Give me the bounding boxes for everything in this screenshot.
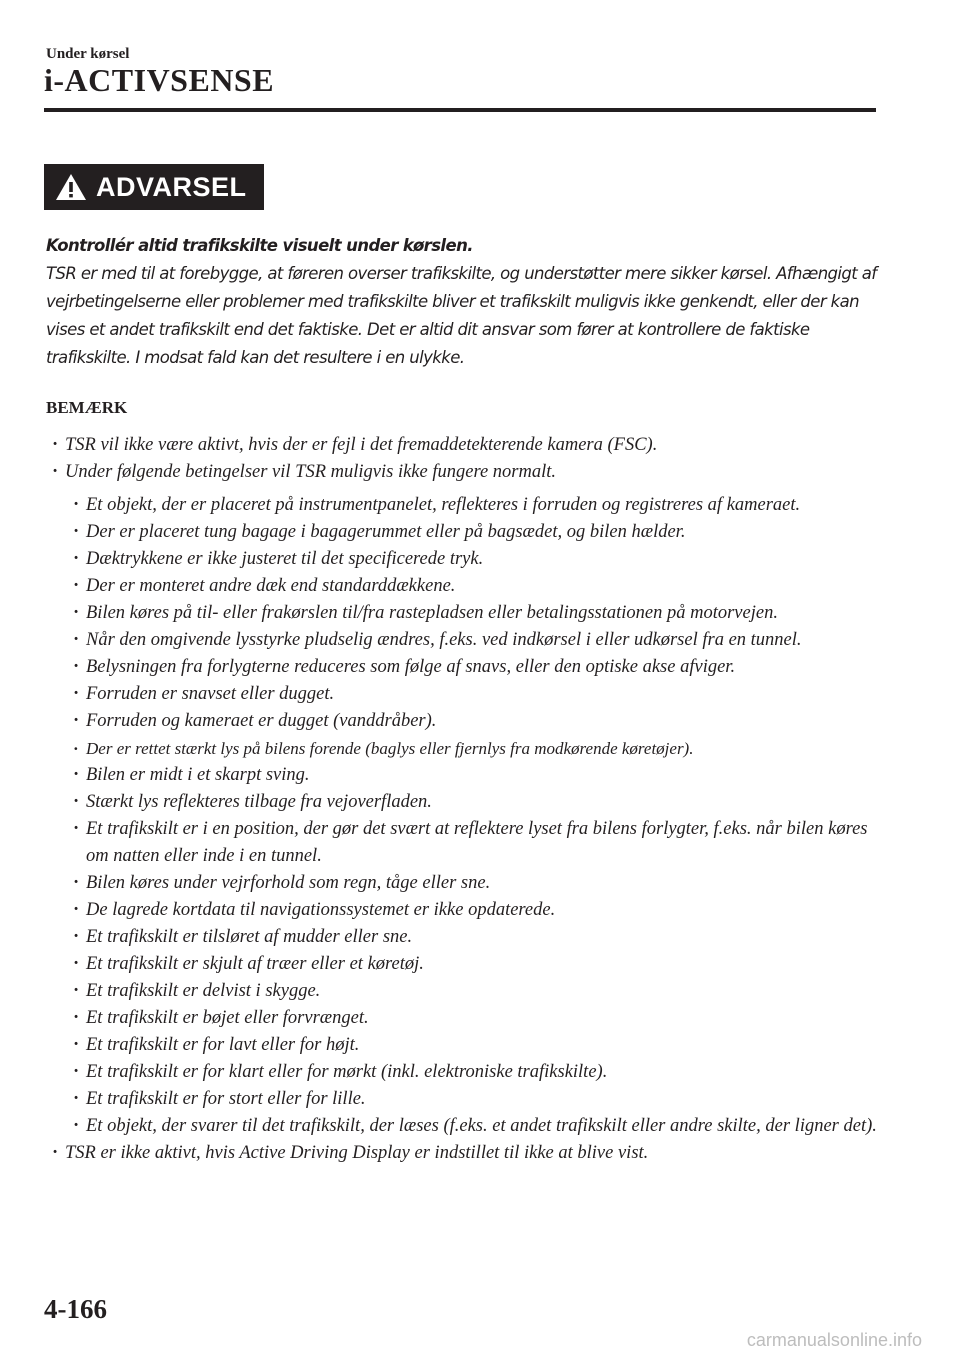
sub-list-item: · Dæktrykkene er ikke justeret til det specificerede tryk.	[46, 546, 881, 573]
warning-triangle-icon	[54, 172, 88, 202]
warning-lead: Kontrollér altid trafikskilte visuelt under kørslen.	[46, 236, 473, 255]
sub-list-item: · Et trafikskilt er bøjet eller forvrænget.	[46, 1005, 881, 1032]
list-item: · Under følgende betingelser vil TSR muligvis ikke fungere normalt.	[46, 459, 881, 486]
sub-list-item: · Et trafikskilt er i en position, der gør det svært at reflektere lyset fra bilens forlygter, f.eks. når bilen køres om natten eller inde i en tunnel.	[46, 816, 881, 870]
sub-list-item: · De lagrede kortdata til navigationssystemet er ikke opdaterede.	[46, 897, 881, 924]
sub-list-item: · Der er monteret andre dæk end standarddækkene.	[46, 573, 881, 600]
sub-list-item: · Et trafikskilt er tilsløret af mudder eller sne.	[46, 924, 881, 951]
warning-label: ADVARSEL	[96, 171, 247, 202]
sub-list-item: · Et objekt, der svarer til det trafikskilt, der læses (f.eks. et andet trafikskilt eller andre skilte, der ligner det).	[46, 1113, 881, 1140]
sub-list-item: · Et trafikskilt er for stort eller for lille.	[46, 1086, 881, 1113]
page-title: i-ACTIVSENSE	[44, 62, 275, 98]
watermark: carmanualsonline.info	[746, 1330, 922, 1350]
sub-list-item: · Belysningen fra forlygterne reduceres som følge af snavs, eller den optiske akse afviger.	[46, 654, 881, 681]
sub-list-item: · Der er placeret tung bagage i bagagerummet eller på bagsædet, og bilen hælder.	[46, 519, 881, 546]
sub-list-item: · Et trafikskilt er delvist i skygge.	[46, 978, 881, 1005]
warning-text	[46, 232, 886, 372]
sub-list-item: · Forruden er snavset eller dugget.	[46, 681, 881, 708]
sub-list-item: · Bilen køres på til- eller frakørslen til/fra rastepladsen eller betalingsstationen på motorvejen.	[46, 600, 881, 627]
warning-paragraph: TSR er med til at forebygge, at føreren overser trafikskilte, og understøtter mere sikker kørsel. Afhængigt af vejrbetingelserne eller problemer med trafikskilte bliver et trafikskilt muligvis ikke genkendt, eller der kan vises et andet trafikskilt end det faktiske. Det er altid dit ansvar som fører at kontrollere de faktiske trafikskilte. I modsat fald kan det resultere i en ulykke.	[46, 264, 877, 367]
sub-list-item: · Et trafikskilt er for lavt eller for højt.	[46, 1032, 881, 1059]
sub-list-item: · Et objekt, der er placeret på instrumentpanelet, reflekteres i forruden og registreres af kameraet.	[46, 492, 881, 519]
sub-list-item: · Forruden og kameraet er dugget (vanddråber).	[46, 708, 881, 735]
sub-list-item: · Et trafikskilt er for klart eller for mørkt (inkl. elektroniske trafikskilte).	[46, 1059, 881, 1086]
list-item: · TSR er ikke aktivt, hvis Active Driving Display er indstillet til ikke at blive vist.	[46, 1140, 881, 1167]
title-divider	[44, 108, 876, 112]
page-number: 4-166	[44, 1294, 107, 1324]
note-list	[46, 432, 881, 1167]
sub-list-item: · Stærkt lys reflekteres tilbage fra vejoverfladen.	[46, 789, 881, 816]
section-label: Under kørsel	[46, 46, 130, 62]
sub-list-item: · Bilen er midt i et skarpt sving.	[46, 762, 881, 789]
sub-list-item: · Et trafikskilt er skjult af træer eller et køretøj.	[46, 951, 881, 978]
sub-list-item: · Når den omgivende lysstyrke pludselig ændres, f.eks. ved indkørsel i eller udkørsel fra en tunnel.	[46, 627, 881, 654]
warning-badge	[44, 164, 264, 210]
sub-list-item: · Bilen køres under vejrforhold som regn, tåge eller sne.	[46, 870, 881, 897]
sub-list-item: · Der er rettet stærkt lys på bilens forende (baglys eller fjernlys fra modkørende køretøjer).	[46, 735, 881, 762]
note-heading: BEMÆRK	[46, 398, 128, 417]
list-item: · TSR vil ikke være aktivt, hvis der er fejl i det fremaddetekterende kamera (FSC).	[46, 432, 881, 459]
